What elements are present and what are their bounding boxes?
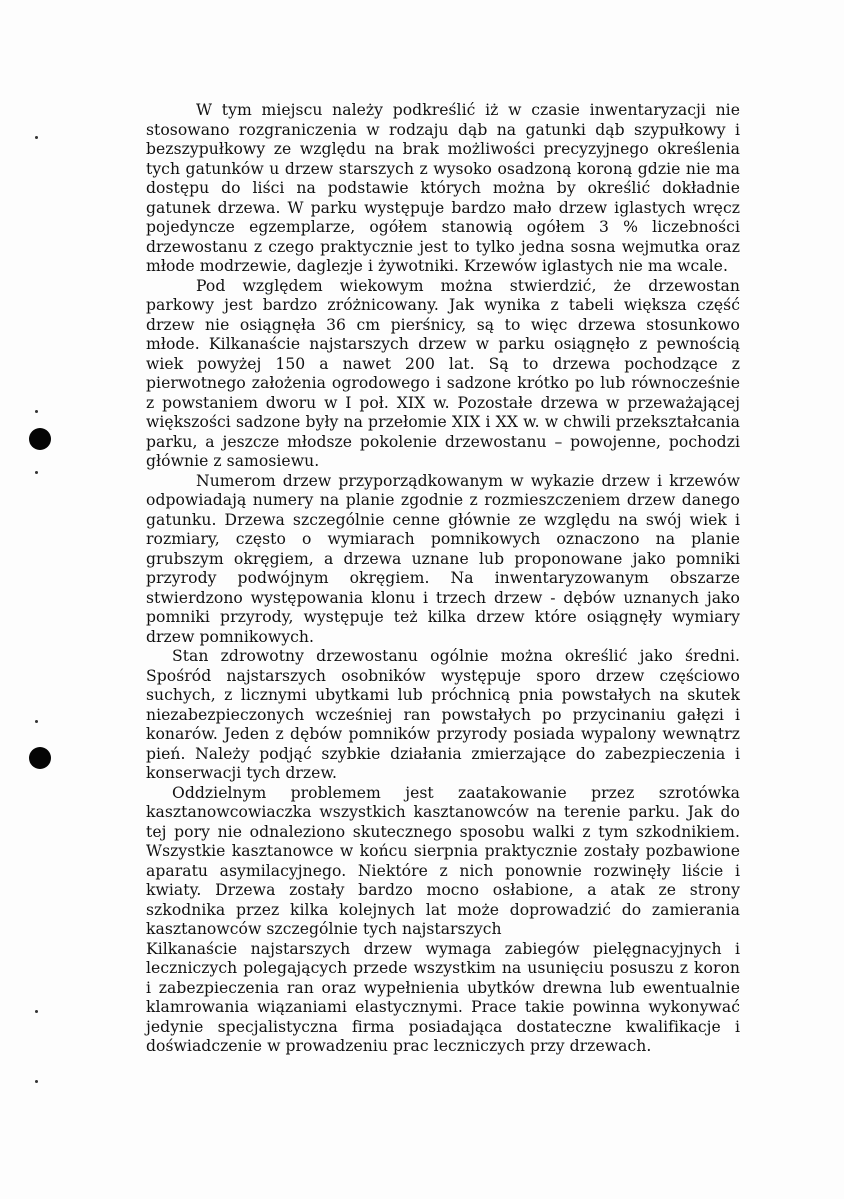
paragraph-treatment: Kilkanaście najstarszych drzew wymaga zabiegów pielęgnacyjnych i leczniczych polegających przede wszystkim na usunięciu posuszu z koron i zabezpieczenia ran oraz wypełnienia ubytków drewna lub ewentualnie klamrowania wiązaniami elastycznymi. Prace takie powinna wykonywać jedynie specjalistyczna firma posiadająca dostateczne kwalifikacje i doświadczenie w prowadzeniu prac leczniczych przy drzewach. xyxy=(146,939,740,1055)
scan-speck xyxy=(35,1080,38,1083)
paragraph-pest: Oddzielnym problemem jest zaatakowanie przez szrotówka kasztanowcowiaczka wszystkich kasztanowców na terenie parku. Jak do tej pory nie odnaleziono skutecznego sposobu walki z tym szkodnikiem. Wszystkie kasztanowce w końcu sierpnia praktycznie zostały pozbawione aparatu asymilacyjnego. Niektóre z nich ponownie rozwinęły liście i kwiaty. Drzewa zostały bardzo mocno osłabione, a atak ze strony szkodnika przez kilka kolejnych lat może doprowadzić do zamierania kasztanowców szczególnie tych najstarszych xyxy=(146,783,740,938)
paragraph-age: Pod względem wiekowym można stwierdzić, że drzewostan parkowy jest bardzo zróżnicowany. Jak wynika z tabeli większa część drzew nie osiągnęła 36 cm pierśnicy, są to więc drzewa stosunkowo młode. Kilkanaście najstarszych drzew w parku osiągnęło z pewnością wiek powyżej 150 a nawet 200 lat. Są to drzewa pochodzące z pierwotnego założenia ogrodowego i sadzone krótko po lub równocześnie z powstaniem dworu w I poł. XIX w. Pozostałe drzewa w przeważającej większości sadzone były na przełomie XIX i XX w. w chwili przekształcania parku, a jeszcze młodsze pokolenie drzewostanu – powojenne, pochodzi głównie z samosiewu. xyxy=(146,276,740,470)
scan-speck xyxy=(35,136,38,139)
scan-speck xyxy=(35,410,38,413)
punch-hole-top xyxy=(29,428,51,450)
scan-speck xyxy=(35,720,38,723)
paragraph-health: Stan zdrowotny drzewostanu ogólnie można określić jako średni. Spośród najstarszych osobników występuje sporo drzew częściowo suchych, z licznymi ubytkami lub próchnicą pnia powstałych na skutek niezabezpieczonych wcześniej ran powstałych po przycinaniu gałęzi i konarów. Jeden z dębów pomników przyrody posiada wypalony wewnątrz pień. Należy podjąć szybkie działania zmierzające do zabezpieczenia i konserwacji tych drzew. xyxy=(146,647,740,782)
paragraph-species: W tym miejscu należy podkreślić iż w czasie inwentaryzacji nie stosowano rozgraniczenia w rodzaju dąb na gatunki dąb szypułkowy i bezszypułkowy ze względu na brak możliwości precyzyjnego określenia tych gatunków u drzew starszych z wysoko osadzoną koroną gdzie nie ma dostępu do liści na podstawie których można by określić dokładnie gatunek drzewa. W parku występuje bardzo mało drzew iglastych wręcz pojedyncze egzemplarze, ogółem stanowią ogółem 3 % liczebności drzewostanu z czego praktycznie jest to tylko jedna sosna wejmutka oraz młode modrzewie, daglezje i żywotniki. Krzewów iglastych nie ma wcale. xyxy=(146,101,740,275)
scan-speck xyxy=(35,1010,38,1013)
body-text xyxy=(146,101,740,1057)
paragraph-numbering: Numerom drzew przyporządkowanym w wykazie drzew i krzewów odpowiadają numery na planie zgodnie z rozmieszczeniem drzew danego gatunku. Drzewa szczególnie cenne głównie ze względu na swój wiek i rozmiary, często o wymiarach pomnikowych oznaczono na planie grubszym okręgiem, a drzewa uznane lub proponowane jako pomniki przyrody podwójnym okręgiem. Na inwentaryzowanym obszarze stwierdzono występowania klonu i trzech drzew - dębów uznanych jako pomniki przyrody, występuje też kilka drzew które osiągnęły wymiary drzew pomnikowych. xyxy=(146,471,740,646)
scan-speck xyxy=(35,471,38,474)
punch-hole-bottom xyxy=(29,747,51,769)
